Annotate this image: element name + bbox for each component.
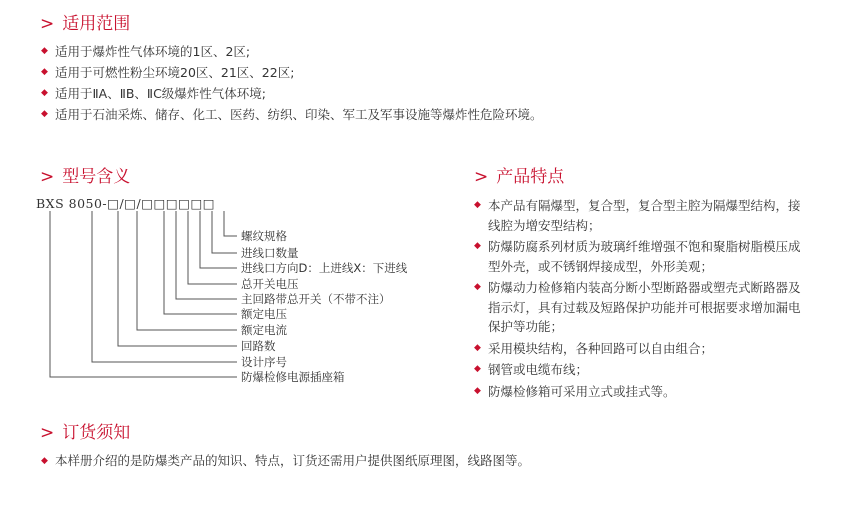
model-label-circuits: 回路数 — [241, 339, 276, 353]
ordering-title-text: 订货须知 — [62, 423, 131, 443]
model-title-text: 型号含义 — [62, 167, 131, 187]
features-list — [474, 196, 804, 403]
diamond-bullet-icon: ◆ — [41, 88, 48, 98]
model-label-switch-voltage: 总开关电压 — [241, 277, 299, 291]
diamond-bullet-icon: ◆ — [474, 342, 481, 353]
usage-title-text: 适用范围 — [62, 14, 131, 34]
list-item: ◆ 适用于可燃性粉尘环境20区、21区、22区; — [41, 62, 543, 83]
diamond-bullet-icon: ◆ — [474, 241, 481, 251]
diamond-bullet-icon: ◆ — [41, 456, 48, 466]
model-label-design-no: 设计序号 — [241, 355, 287, 369]
model-label-thread: 螺纹规格 — [241, 229, 287, 243]
model-bracket-diagram — [0, 0, 470, 400]
chevron-right-icon: > — [40, 14, 55, 34]
bracket-line-main-switch — [176, 211, 237, 299]
diamond-bullet-icon: ◆ — [474, 385, 481, 396]
model-label-rated-voltage: 额定电压 — [241, 307, 287, 321]
chevron-right-icon: > — [474, 167, 489, 187]
list-item: ◆ 本产品有隔爆型，复合型，复合型主腔为隔爆型结构，接线腔为增安型结构； — [474, 198, 801, 233]
ordering-list — [41, 452, 530, 470]
model-label-inlet-count: 进线口数量 — [241, 246, 299, 260]
chevron-right-icon: > — [40, 423, 55, 443]
list-item: ◆ 钢管或电缆布线； — [474, 360, 804, 380]
list-item: ◆ 采用模块结构，各种回路可以自由组合； — [474, 339, 804, 359]
list-item: ◆ 防爆检修箱可采用立式或挂式等。 — [474, 382, 804, 402]
bracket-line-circuits — [118, 211, 237, 346]
diamond-bullet-icon: ◆ — [41, 46, 48, 56]
bracket-line-inlet-direction — [200, 211, 237, 268]
list-item: ◆ 本样册介绍的是防爆类产品的知识、特点，订货还需用户提供图纸原理图，线路图等。 — [41, 453, 531, 468]
features-section-title — [474, 162, 564, 187]
model-label-rated-current: 额定电流 — [241, 323, 287, 337]
list-item: ◆ 适用于ⅡA、ⅡB、ⅡC级爆炸性气体环境; — [41, 83, 543, 104]
bracket-line-rated-current — [137, 211, 237, 330]
ordering-section-title — [40, 418, 130, 443]
list-item: ◆ 适用于爆炸性气体环境的1区、2区; — [41, 41, 543, 62]
diamond-bullet-icon: ◆ — [41, 109, 48, 119]
features-title-text: 产品特点 — [496, 167, 565, 187]
model-code: BXS 8050-□/□/□□□□□□ — [36, 196, 216, 211]
chevron-right-icon: > — [40, 167, 55, 187]
list-item: ◆ 适用于石油采炼、储存、化工、医药、纺织、印染、军工及军事设施等爆炸性危险环境。 — [41, 104, 543, 125]
list-item: ◆ 防爆防腐系列材质为玻璃纤维增强不饱和聚脂树脂模压成型外壳，或不锈钢焊接成型，外形美观； — [474, 239, 801, 274]
model-label-inlet-direction: 进线口方向D：上进线X：下进线 — [241, 261, 408, 275]
model-label-main-switch: 主回路带总开关（不带不注） — [241, 292, 391, 306]
diamond-bullet-icon: ◆ — [474, 364, 481, 374]
bracket-line-thread — [224, 211, 237, 236]
diamond-bullet-icon: ◆ — [41, 67, 48, 77]
model-label-product: 防爆检修电源插座箱 — [241, 370, 345, 384]
list-item: ◆ 防爆动力检修箱内装高分断小型断路器或塑壳式断路器及指示灯，具有过载及短路保护功能并可根据要求增加漏电保护等功能； — [474, 280, 801, 334]
diamond-bullet-icon: ◆ — [474, 200, 481, 210]
diamond-bullet-icon: ◆ — [474, 282, 481, 292]
bracket-line-product — [50, 211, 237, 377]
